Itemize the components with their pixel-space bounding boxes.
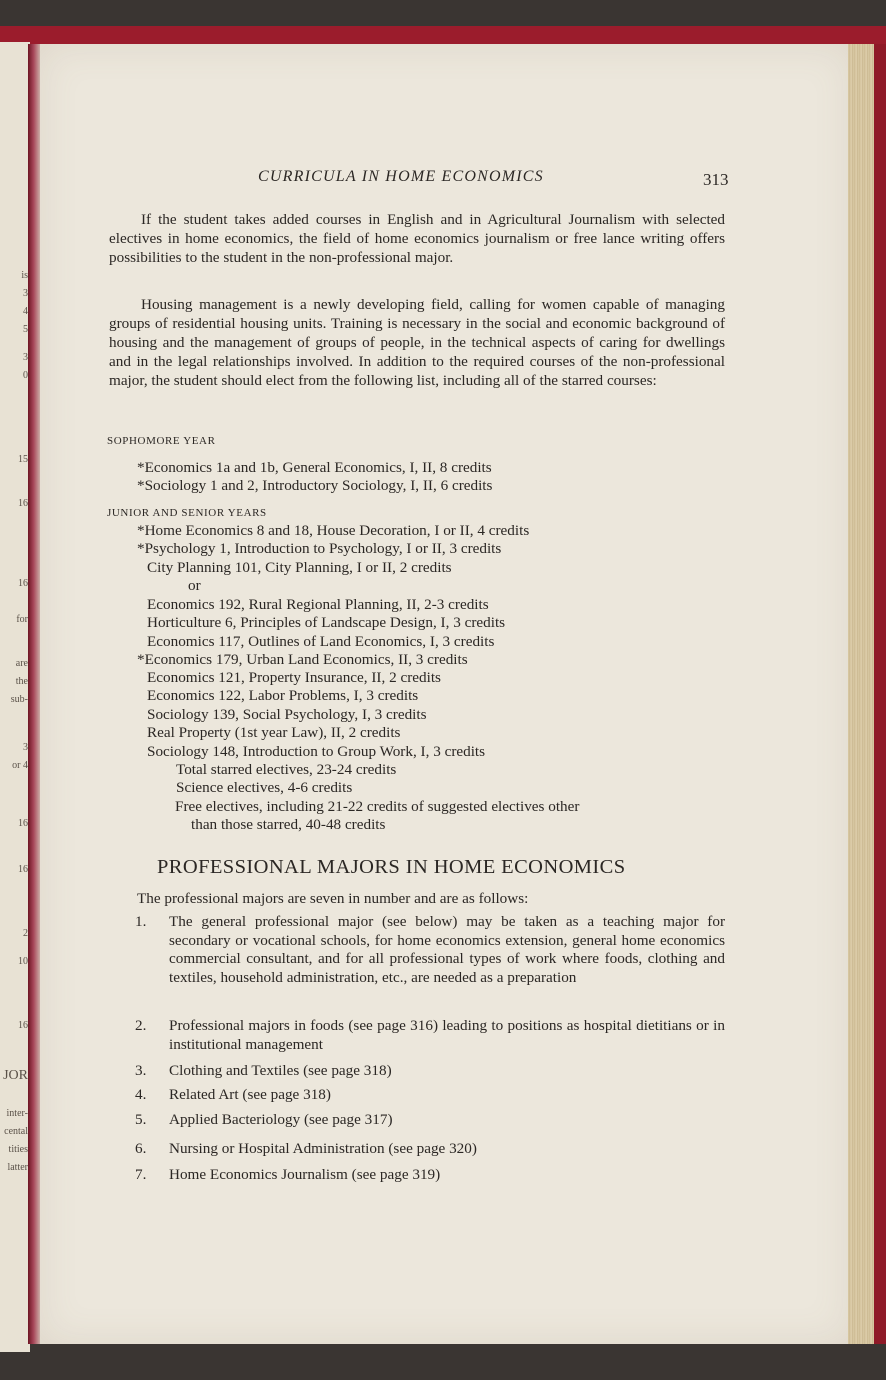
major-item [135, 1166, 725, 1185]
junior-senior-years-heading: JUNIOR AND SENIOR YEARS [107, 507, 267, 519]
left-page-fragment: tities [8, 1144, 28, 1155]
free-electives-line [175, 798, 725, 835]
section-title: PROFESSIONAL MAJORS IN HOME ECONOMICS [157, 856, 626, 878]
major-number: 5. [135, 1111, 147, 1128]
left-page-edge [0, 42, 30, 1352]
free-electives-line-1: Free electives, including 21-22 credits of suggested electives other [175, 798, 580, 815]
section-intro: The professional majors are seven in number and are as follows: [137, 890, 529, 907]
sophomore-year-heading: SOPHOMORE YEAR [107, 435, 216, 447]
major-number: 6. [135, 1140, 147, 1157]
left-page-fragment: 15 [18, 454, 28, 465]
total-line: Science electives, 4-6 credits [176, 779, 353, 796]
major-item [135, 1111, 725, 1130]
major-text: The general professional major (see below) may be taken as a teaching major for secondary or vocational schools, for home economics extension, general home economics commercial consultant, and for all professional types of work where foods, clothing and textiles, household administration, etc., are needed as a preparation [169, 913, 725, 986]
left-page-fragment: the [15, 676, 28, 687]
left-page-fragment: 16 [18, 498, 28, 509]
left-page-fragment: 16 [18, 578, 28, 589]
major-number: 1. [135, 913, 147, 930]
course-line: *Sociology 1 and 2, Introductory Sociology, I, II, 6 credits [137, 477, 493, 494]
left-page-fragment: 3 [23, 288, 28, 299]
left-page-fragment: 0 [23, 370, 28, 381]
course-line: *Psychology 1, Introduction to Psychology, I or II, 3 credits [137, 540, 502, 557]
left-page-fragment: is [21, 270, 28, 281]
major-item [135, 913, 725, 987]
major-text: Nursing or Hospital Administration (see page 320) [169, 1140, 477, 1157]
paragraph-journalism: If the student takes added courses in English and in Agricultural Journalism with selected electives in home economics, the field of home economics journalism or free lance writing offers possibilities to the student in the non-professional major. [109, 211, 725, 266]
left-page-fragment: sub- [10, 694, 28, 705]
paragraph-housing-management: Housing management is a newly developing field, calling for women capable of managing groups of residential housing units. Training is necessary in the social and economic background of housing and the management of groups of people, in the technical aspects of caring for dwellings and in the legal relationships involved. In addition to the required courses of the non-professional major, the student should elect from the following list, including all of the starred courses: [109, 296, 725, 389]
course-line: Sociology 139, Social Psychology, I, 3 credits [147, 706, 427, 723]
left-page-fragment: 16 [18, 1020, 28, 1031]
major-number: 3. [135, 1062, 147, 1079]
left-page-fragment: for [16, 614, 28, 625]
page-edge-red [874, 44, 886, 1344]
left-page-fragment: 10 [18, 956, 28, 967]
major-number: 7. [135, 1166, 147, 1183]
left-page-fragment: cental [4, 1126, 28, 1137]
left-page-fragment: JOR [3, 1068, 28, 1083]
left-page-fragment: 2 [23, 928, 28, 939]
left-page-fragment: 4 [23, 306, 28, 317]
left-page-fragment: latter [7, 1162, 28, 1173]
course-line: Horticulture 6, Principles of Landscape Design, I, 3 credits [147, 614, 506, 631]
left-page-fragment: 16 [18, 864, 28, 875]
total-line: Total starred electives, 23-24 credits [176, 761, 397, 778]
major-text: Professional majors in foods (see page 316) leading to positions as hospital dietitians or in institutional management [169, 1017, 725, 1053]
course-line: Real Property (1st year Law), II, 2 credits [147, 724, 401, 741]
left-page-fragment: or 4 [12, 760, 28, 771]
course-line: City Planning 101, City Planning, I or II, 2 credits [147, 559, 452, 576]
course-line: Economics 117, Outlines of Land Economics, I, 3 credits [147, 633, 495, 650]
major-text: Clothing and Textiles (see page 318) [169, 1062, 392, 1079]
left-page-fragment: 5 [23, 324, 28, 335]
major-text: Related Art (see page 318) [169, 1086, 331, 1103]
page-number: 313 [703, 170, 729, 189]
course-line: Economics 192, Rural Regional Planning, II, 2-3 credits [147, 596, 489, 613]
major-text: Applied Bacteriology (see page 317) [169, 1111, 393, 1128]
course-line: *Home Economics 8 and 18, House Decoration, I or II, 4 credits [137, 522, 530, 539]
major-number: 4. [135, 1086, 147, 1103]
major-item [135, 1140, 725, 1159]
major-number: 2. [135, 1017, 147, 1034]
major-item [135, 1062, 725, 1081]
course-line: Economics 121, Property Insurance, II, 2 credits [147, 669, 441, 686]
left-page-fragment: 3 [23, 352, 28, 363]
free-electives-line-2: than those starred, 40-48 credits [191, 816, 386, 834]
course-line: *Economics 179, Urban Land Economics, II, 3 credits [137, 651, 468, 668]
left-page-fragment: are [15, 658, 28, 669]
left-page-fragment: 16 [18, 818, 28, 829]
course-line: Sociology 148, Introduction to Group Work, I, 3 credits [147, 743, 486, 760]
major-text: Home Economics Journalism (see page 319) [169, 1166, 441, 1183]
course-line: *Economics 1a and 1b, General Economics, I, II, 8 credits [137, 459, 492, 476]
left-page-fragment: inter- [6, 1108, 28, 1119]
major-item [135, 1017, 725, 1054]
or-connector: or [188, 577, 201, 594]
major-item [135, 1086, 725, 1105]
running-title: CURRICULA IN HOME ECONOMICS [258, 168, 544, 185]
left-page-fragment: 3 [23, 742, 28, 753]
course-line: Economics 122, Labor Problems, I, 3 credits [147, 687, 419, 704]
